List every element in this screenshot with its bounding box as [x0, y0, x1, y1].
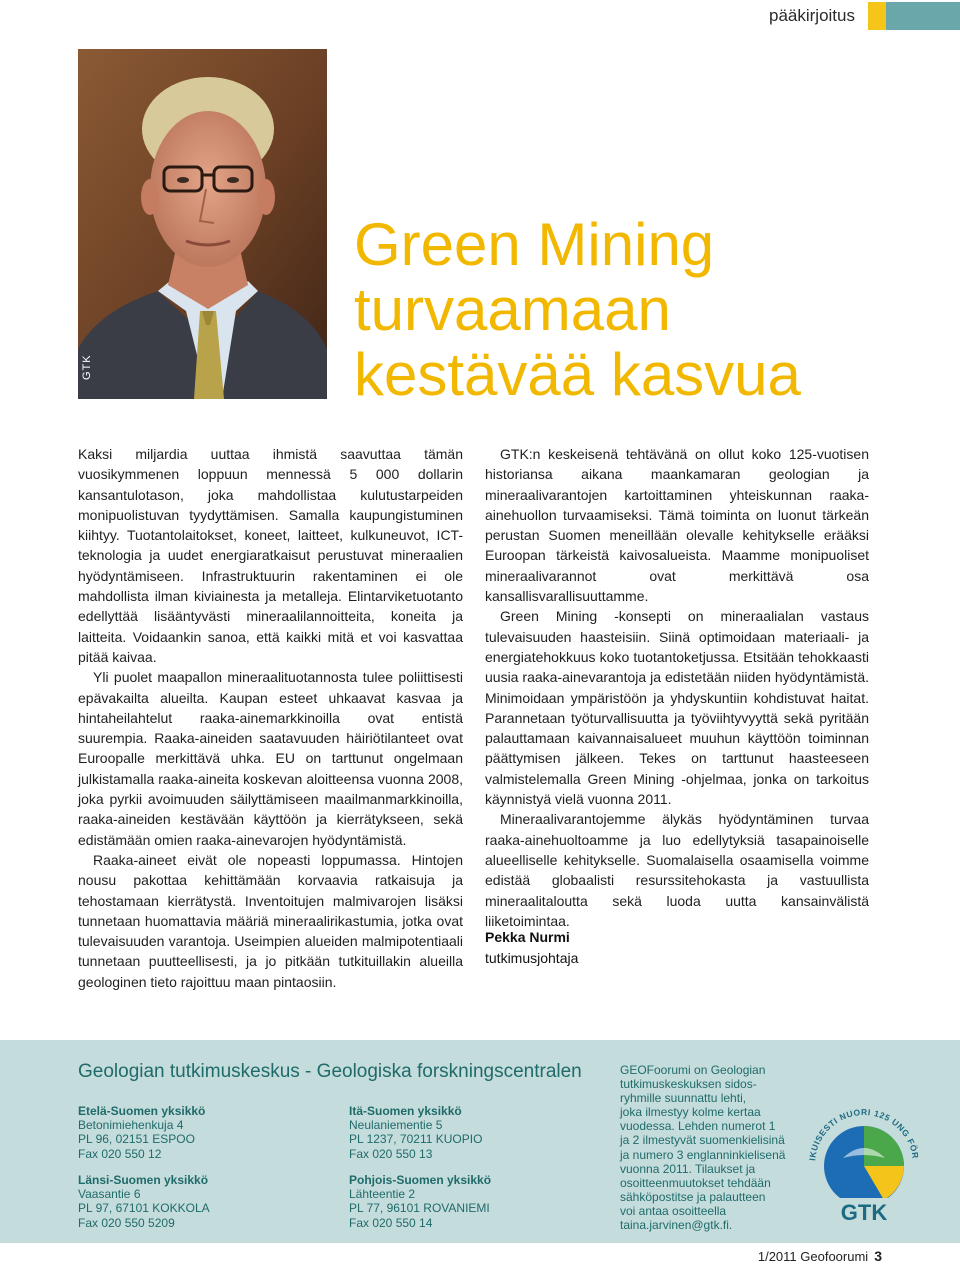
- office-address: Vaasantie 6: [78, 1187, 141, 1202]
- office-postal: PL 97, 67101 KOKKOLA: [78, 1201, 210, 1216]
- note-line: sähköpostitse ja palautteen: [620, 1189, 766, 1204]
- note-line: osoitteenmuutokset tehdään: [620, 1175, 771, 1190]
- photo-credit: GTK: [81, 354, 93, 380]
- office-block: [349, 1173, 491, 1230]
- note-line: ryhmille suunnattu lehti,: [620, 1091, 747, 1106]
- office-postal: PL 1237, 70211 KUOPIO: [349, 1132, 483, 1147]
- note-line: vuodessa. Lehden numerot 1: [620, 1119, 776, 1134]
- headline-line-2: turvaamaan: [354, 276, 671, 343]
- body-column-right: [485, 444, 869, 931]
- gtk-wordmark: GTK: [840, 1200, 888, 1225]
- paragraph: Mineraalivarantojemme älykäs hyödyntäminen turvaa raaka-ainehuoltoamme ja luo edellytyksiä tasapainoiselle alueelliselle kehitykselle. Suomalaisella osaamisella voimme edistää globaalisti resurssitehokasta ja vastuullista mineraalitaloutta sekä luoda uutta kansainvälistä liiketoimintaa.: [485, 811, 869, 929]
- headline: [354, 212, 954, 407]
- portrait-illustration: [78, 49, 327, 399]
- note-line: taina.jarvinen@gtk.fi.: [620, 1218, 733, 1233]
- paragraph: GTK:n keskeisenä tehtävänä on ollut koko 125-vuotisen historiansa aikana maankamaran geologian ja mineraalivarantojen kartoittaminen yhteiskunnan raaka-ainehuollon turvaamiseksi. Tämä toiminta on luonut tärkeän perustan Suomen meneillään olevalle kehitykselle erääksi Euroopan tärkeistä kaivosalueista. Maamme monipuoliset mineraalivarannot ovat merkittävä osa kansallisvarallisuuttamme.: [485, 446, 869, 605]
- note-line: joka ilmestyy kolme kertaa: [620, 1105, 761, 1120]
- headline-line-1: Green Mining: [354, 211, 715, 278]
- paragraph: Kaksi miljardia uuttaa ihmistä saavuttaa tämän vuosikymmenen loppuun mennessä 5 000 dollarin kansantulotason, joka mahdollistaa kulutustarpeiden monipuolistuvan tyydyttämisen. Samalla kaupungistuminen kiihtyy. Tuotantolaitokset, koneet, laitteet, kulkuneuvot, ICT-teknologia ja uudet energiaratkaisut perustuvat mineraalien hyödyntämiseen. Infrastruktuurin rakentaminen ei ole mahdollista ilman kiviainesta ja metalleja. Elintarviketuotanto edellyttää lisääntyvästi mineraalilannoitteita, koneita ja laitteita. Voidaankin sanoa, että kaikki mitä et voi kasvattaa pitää kaivaa.: [78, 446, 463, 665]
- office-address: Lähteentie 2: [349, 1187, 416, 1202]
- header-bar-yellow: [868, 2, 886, 30]
- office-block: [78, 1173, 210, 1230]
- note-line: GEOFoorumi on Geologian: [620, 1063, 766, 1077]
- gtk-logo-mark: [803, 1098, 925, 1226]
- note-line: tutkimuskeskuksen sidos-: [620, 1077, 757, 1092]
- organization-name: Geologian tutkimuskeskus - Geologiska forskningscentralen: [78, 1061, 582, 1082]
- header-bar-teal: [886, 2, 960, 30]
- office-address: Neulaniementie 5: [349, 1118, 443, 1133]
- office-fax: Fax 020 550 12: [78, 1146, 162, 1161]
- office-name: Itä-Suomen yksikkö: [349, 1104, 462, 1118]
- gtk-logo: [803, 1098, 925, 1226]
- note-line: ja numero 3 englanninkielisenä: [620, 1147, 786, 1162]
- office-block: [78, 1104, 205, 1161]
- office-block: [349, 1104, 482, 1161]
- portrait-photo: [78, 49, 327, 399]
- header-color-bar: [868, 2, 960, 30]
- office-fax: Fax 020 550 5209: [78, 1215, 175, 1230]
- note-line: ja 2 ilmestyvät suomenkielisinä: [620, 1133, 785, 1148]
- office-postal: PL 96, 02151 ESPOO: [78, 1132, 195, 1147]
- paragraph: Yli puolet maapallon mineraalituotannosta tulee poliittisesti epävakailta alueilta. Kaupan esteet uhkaavat kasvaa ja hintaheilahtelut raaka-ainemarkkinoilla ovat entistä suurempia. Raaka-aineiden saatavuuden häiriötilanteet ovat Euroopalle merkittävä uhka. EU on tarttunut ongelmaan julkistamalla raaka-aineita koskevan aloitteensa vuonna 2008, joka pyrkii avoimuuden säilyttämiseen maailmanmarkkinoilla, raaka-aineiden kestävään käyttöön ja kierrätykseen, sekä edistämään omien raaka-ainevarojen hyödyntämistä.: [78, 669, 463, 848]
- office-postal: PL 77, 96101 ROVANIEMI: [349, 1201, 490, 1216]
- office-fax: Fax 020 550 14: [349, 1215, 433, 1230]
- magazine-info-note: [620, 1063, 795, 1232]
- note-line: vuonna 2011. Tilaukset ja: [620, 1161, 756, 1176]
- body-column-left: [78, 444, 463, 992]
- office-name: Pohjois-Suomen yksikkö: [349, 1173, 492, 1187]
- office-name: Etelä-Suomen yksikkö: [78, 1104, 206, 1118]
- office-name: Länsi-Suomen yksikkö: [78, 1173, 209, 1187]
- section-tag: pääkirjoitus: [769, 6, 855, 25]
- paragraph: Raaka-aineet eivät ole nopeasti loppumassa. Hintojen nousu pakottaa kehittämään korvaavia ratkaisuja ja tehostamaan kierrätystä. Inventoitujen malmivarojen lisäksi tunnetaan huomattavia määriä mineraalirikastumia, jotka ovat tulevaisuuden varantoja. Useimpien alueiden malmipotentiaali tunnetaan puutteellisesti, ja jo pitkään tutkituillakin alueilla geologinen tieto rajoittuu maan pintaosiin.: [78, 851, 463, 990]
- paragraph: Green Mining -konsepti on mineraalialan vastaus tulevaisuuden haasteisiin. Siinä optimoidaan materiaali- ja energiatehokkuus koko tuotantoketjussa. Etsitään tehokkaasti uusia raaka-ainevarantoja ja edistetään niiden hyödyntämistä. Minimoidaan ympäristöön ja yhdyskuntiin kohdistuvat haitat. Parannetaan työturvallisuutta ja työviihtyvyyttä sekä pyritään palauttamaan kaivannaisalueet muuhun käyttöön toiminnan päättymisen jälkeen. Tekes on tarttunut haasteeseen valmistelemalla Green Mining -ohjelmaa, jonka on tarkoitus käynnistyä vielä vuonna 2011.: [485, 608, 869, 808]
- headline-line-3: kestävää kasvua: [354, 341, 801, 408]
- signature-name: Pekka Nurmi: [485, 929, 570, 945]
- signature-title: tutkimusjohtaja: [485, 950, 579, 966]
- issue-label: 1/2011 Geofoorumi: [757, 1249, 869, 1264]
- page-footer: [758, 1248, 882, 1264]
- office-fax: Fax 020 550 13: [349, 1146, 433, 1161]
- svg-text:IKUISESTI NUORI 125 UNG FÖR EV: IKUISESTI NUORI 125 UNG FÖR: [807, 1106, 921, 1162]
- office-address: Betonimiehenkuja 4: [78, 1118, 184, 1133]
- note-line: voi antaa osoitteella: [620, 1203, 727, 1218]
- page-number: 3: [874, 1248, 882, 1264]
